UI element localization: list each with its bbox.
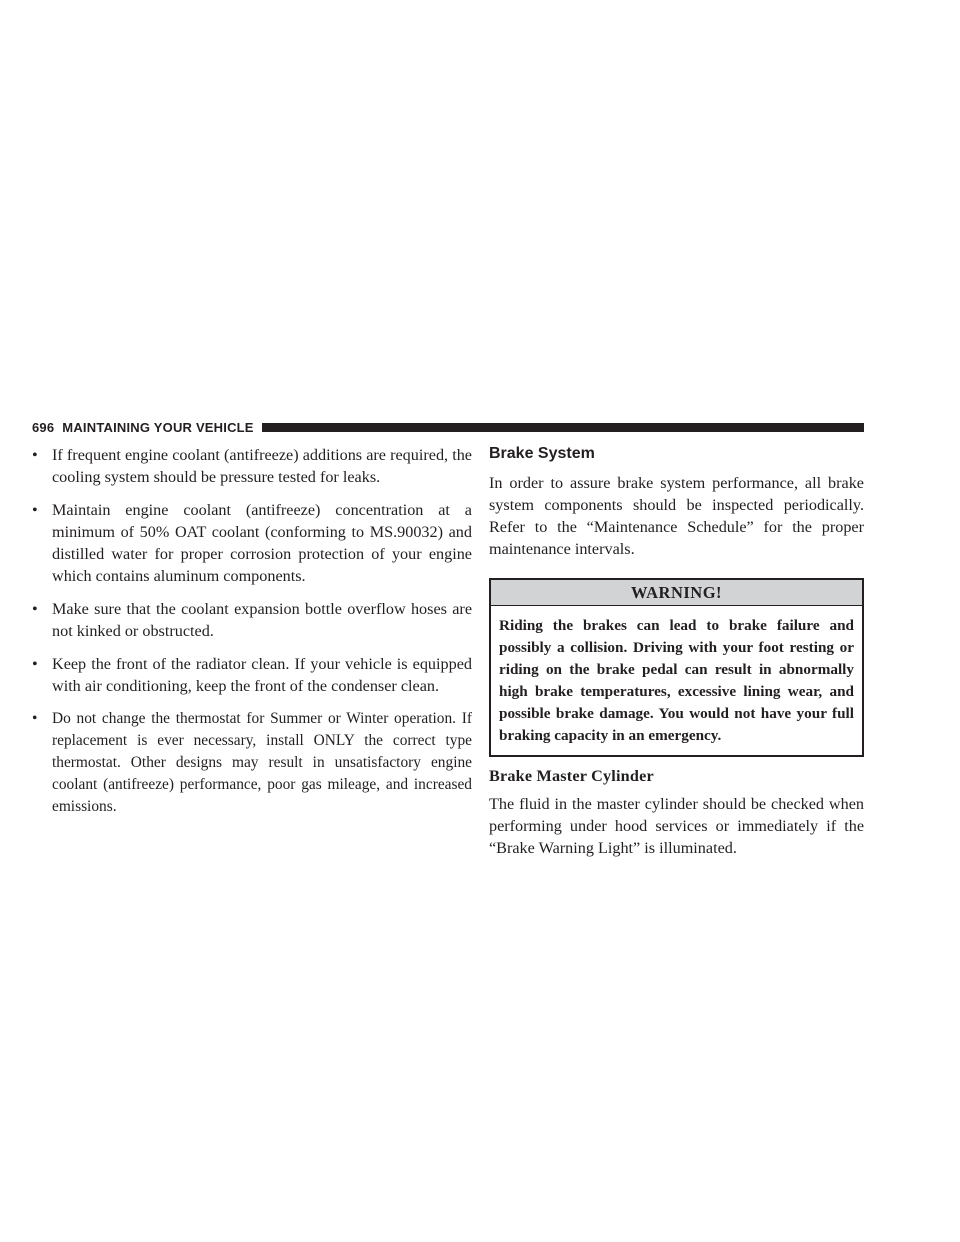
bullet-icon: • xyxy=(32,710,38,727)
bullet-icon: • xyxy=(32,600,38,618)
warning-text: Riding the brakes can lead to brake failure and possibly a collision. Driving with your foot resting or riding on the brake pedal can result in abnormally high brake temperatures, excessive lining wear, and possible brake damage. You would not have your full braking capacity in an emergency. xyxy=(499,617,854,744)
list-item-text: Keep the front of the radiator clean. If your vehicle is equipped with air conditioning, keep the front of the condenser clean. xyxy=(52,655,472,695)
brake-system-intro: In order to assure brake system performance, all brake system components should be inspected periodically. Refer to the “Maintenance Schedule” for the proper maintenance intervals. xyxy=(489,474,864,558)
list-item xyxy=(32,444,472,488)
warning-title: WARNING! xyxy=(491,580,862,606)
warning-box xyxy=(489,578,864,757)
list-item-text: Make sure that the coolant expansion bottle overflow hoses are not kinked or obstructed. xyxy=(52,600,472,640)
bullet-icon: • xyxy=(32,446,38,464)
left-column xyxy=(32,444,472,829)
section-title: MAINTAINING YOUR VEHICLE xyxy=(62,419,254,435)
page-header xyxy=(32,418,864,436)
bullet-icon: • xyxy=(32,655,38,673)
list-item-text: If frequent engine coolant (antifreeze) additions are required, the cooling system should be pressure tested for leaks. xyxy=(52,446,472,486)
header-rule xyxy=(262,423,864,432)
list-item xyxy=(32,499,472,587)
bullet-icon: • xyxy=(32,501,38,519)
list-item xyxy=(32,653,472,697)
page-number: 696 xyxy=(32,419,55,435)
coolant-bullet-list xyxy=(32,444,472,818)
list-item-text: Maintain engine coolant (antifreeze) concentration at a minimum of 50% OAT coolant (conforming to MS.90032) and distilled water for proper corrosion protection of your engine which contains aluminum components. xyxy=(52,501,472,585)
master-cylinder-text: The fluid in the master cylinder should be checked when performing under hood services or immediately if the “Brake Warning Light” is illuminated. xyxy=(489,795,864,857)
list-item xyxy=(32,708,472,818)
list-item xyxy=(32,598,472,642)
brake-system-heading: Brake System xyxy=(489,445,595,462)
master-cylinder-heading: Brake Master Cylinder xyxy=(489,767,654,785)
right-column xyxy=(489,444,864,877)
list-item-text: Do not change the thermostat for Summer or Winter operation. If replacement is ever necessary, install ONLY the correct type thermostat. Other designs may result in unsatisfactory engine coolant (antifreeze) performance, poor gas mileage, and increased emissions. xyxy=(52,710,472,815)
